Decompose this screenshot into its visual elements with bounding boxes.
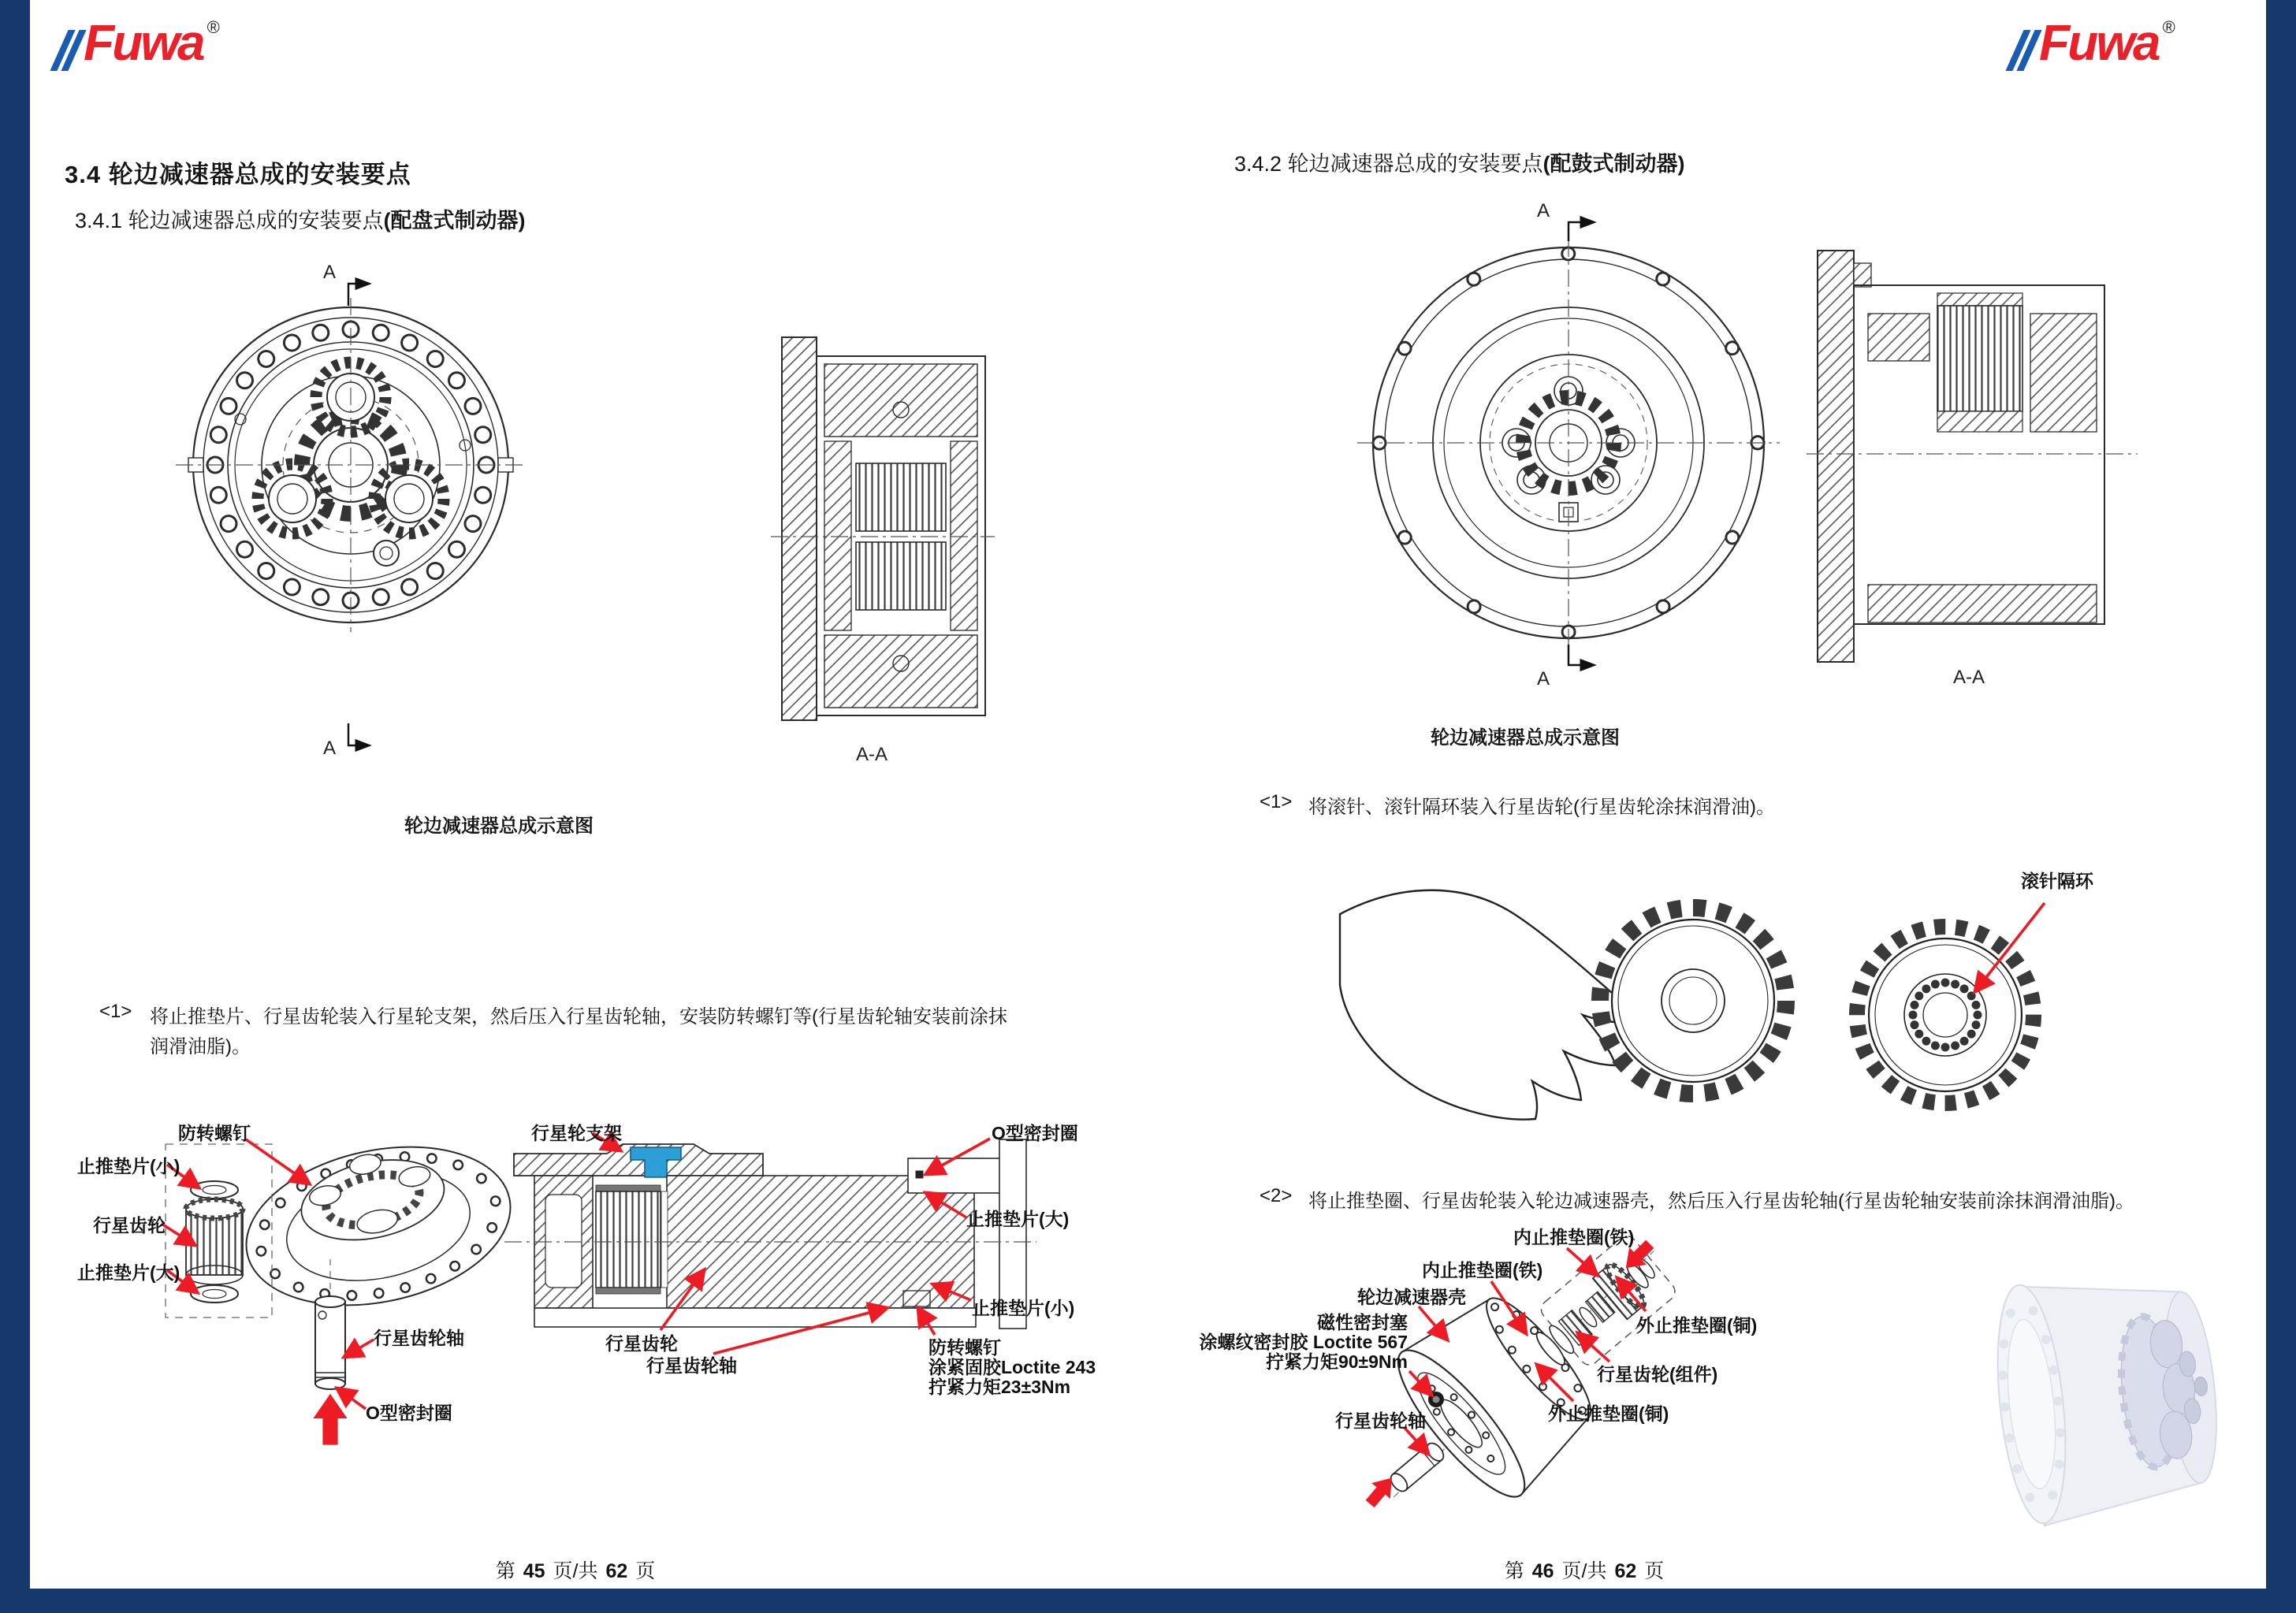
section-heading: 3.4 轮边减速器总成的安装要点 xyxy=(65,161,411,188)
label-o-ring-section: O型密封圈 xyxy=(992,1123,1078,1143)
section-marker-a-top: A xyxy=(1537,200,1550,221)
label-o-ring: O型密封圈 xyxy=(366,1403,452,1423)
label-magnetic-plug-line1: 磁性密封塞 xyxy=(1317,1312,1408,1332)
label-outer-thrust-ring-bottom: 外止推垫圈(铜) xyxy=(1548,1403,1669,1424)
label-planet-carrier: 行星轮支架 xyxy=(531,1123,622,1143)
label-planet-gear-shaft: 行星齿轮轴 xyxy=(1335,1410,1426,1431)
label-planet-gear-section: 行星齿轮 xyxy=(605,1333,678,1354)
diagram-caption: 轮边减速器总成示意图 xyxy=(1431,727,1620,749)
section-marker-a-bottom: A xyxy=(1537,668,1550,689)
left-front-view-drawing xyxy=(176,298,526,632)
step1-text-line1: 将止推垫片、行星齿轮装入行星轮支架，然后压入行星齿轮轴，安装防转螺钉等(行星齿轮轴安装前涂抹 xyxy=(150,1006,1007,1028)
label-thrust-washer-small-section: 止推垫片(小) xyxy=(972,1298,1075,1318)
left-section-view-drawing xyxy=(771,337,995,720)
label-screw-note-line1: 防转螺钉 xyxy=(928,1337,1001,1358)
page-footer-left: 第 45 页/共 62 页 xyxy=(495,1560,656,1582)
press-in-arrow-left xyxy=(313,1394,347,1445)
label-planet-gear-assembly: 行星齿轮(组件) xyxy=(1597,1364,1718,1384)
ghost-render xyxy=(1988,1265,2227,1529)
label-thrust-washer-large-section: 止推垫片(大) xyxy=(966,1209,1070,1229)
step1-text: 将滚针、滚针隔环装入行星齿轮(行星齿轮涂抹润滑油)。 xyxy=(1308,797,1775,818)
label-anti-rotation-screw: 防转螺钉 xyxy=(178,1123,251,1143)
logo-wordmark: Fuwa xyxy=(2039,14,2159,71)
section-view-label: A-A xyxy=(856,744,888,765)
step1-tag: <1> xyxy=(99,1001,132,1022)
label-outer-thrust-ring-right: 外止推垫圈(铜) xyxy=(1636,1315,1758,1336)
right-front-view-drawing xyxy=(1357,240,1780,646)
label-magnetic-plug-line3: 拧紧力矩90±9Nm xyxy=(1265,1351,1408,1372)
label-hub-reduction-housing: 轮边减速器壳 xyxy=(1357,1287,1466,1307)
section-marker-a-top: A xyxy=(323,262,337,283)
hand-illustration xyxy=(1340,890,1639,1120)
left-cross-section-drawing xyxy=(504,1139,1036,1329)
subsection-heading-text: 3.4.2 轮边减速器总成的安装要点 xyxy=(1234,152,1543,176)
subsection-heading-bold: (配鼓式制动器) xyxy=(1542,152,1685,176)
hand-and-gears-drawing xyxy=(1340,890,2045,1120)
section-marker-a-bottom: A xyxy=(323,738,337,759)
label-thrust-washer-large: 止推垫片(大) xyxy=(77,1262,180,1283)
section-view-label: A-A xyxy=(1953,667,1985,688)
label-thrust-washer-small: 止推垫片(小) xyxy=(77,1156,180,1176)
label-magnetic-plug-line2: 涂螺纹密封胶 Loctite 567 xyxy=(1199,1332,1408,1352)
fuwa-logo-left xyxy=(59,14,220,71)
registered-mark: ® xyxy=(2162,17,2175,37)
step1-text-line2: 润滑油脂)。 xyxy=(150,1036,251,1057)
registered-mark: ® xyxy=(207,17,220,37)
label-inner-thrust-ring-top: 内止推垫圈(铁) xyxy=(1513,1227,1635,1247)
label-planet-gear: 行星齿轮 xyxy=(93,1215,166,1236)
subsection-heading-right xyxy=(1234,147,1685,177)
left-exploded-drawing xyxy=(166,1124,525,1389)
subsection-heading-bold: (配盘式制动器) xyxy=(383,209,526,232)
step2-tag: <2> xyxy=(1260,1185,1293,1206)
label-planet-gear-shaft: 行星齿轮轴 xyxy=(374,1328,464,1348)
label-screw-note-line2: 涂紧固胶Loctite 243 xyxy=(928,1357,1096,1377)
label-screw-note-line3: 拧紧力矩23±3Nm xyxy=(928,1377,1071,1397)
right-section-view-drawing xyxy=(1807,251,2138,662)
label-needle-spacer-ring: 滚针隔环 xyxy=(2021,871,2093,891)
subsection-heading-text: 3.4.1 轮边减速器总成的安装要点 xyxy=(75,209,384,232)
diagram-caption: 轮边减速器总成示意图 xyxy=(404,816,594,837)
page-edge-left xyxy=(0,0,30,1613)
fuwa-logo-right xyxy=(2015,14,2175,71)
step2-text: 将止推垫圈、行星齿轮装入轮边减速器壳，然后压入行星齿轮轴(行星齿轮轴安装前涂抹润滑油脂)。 xyxy=(1308,1191,2134,1212)
label-planet-gear-shaft-section: 行星齿轮轴 xyxy=(646,1355,737,1376)
page-edge-bottom xyxy=(0,1589,2296,1613)
label-inner-thrust-ring-left: 内止推垫圈(铁) xyxy=(1422,1260,1543,1280)
subsection-heading xyxy=(75,203,526,234)
page-edge-right xyxy=(2266,0,2296,1613)
logo-wordmark: Fuwa xyxy=(84,14,203,71)
page-footer-right: 第 46 页/共 62 页 xyxy=(1504,1560,1665,1582)
step1-tag: <1> xyxy=(1260,791,1293,812)
